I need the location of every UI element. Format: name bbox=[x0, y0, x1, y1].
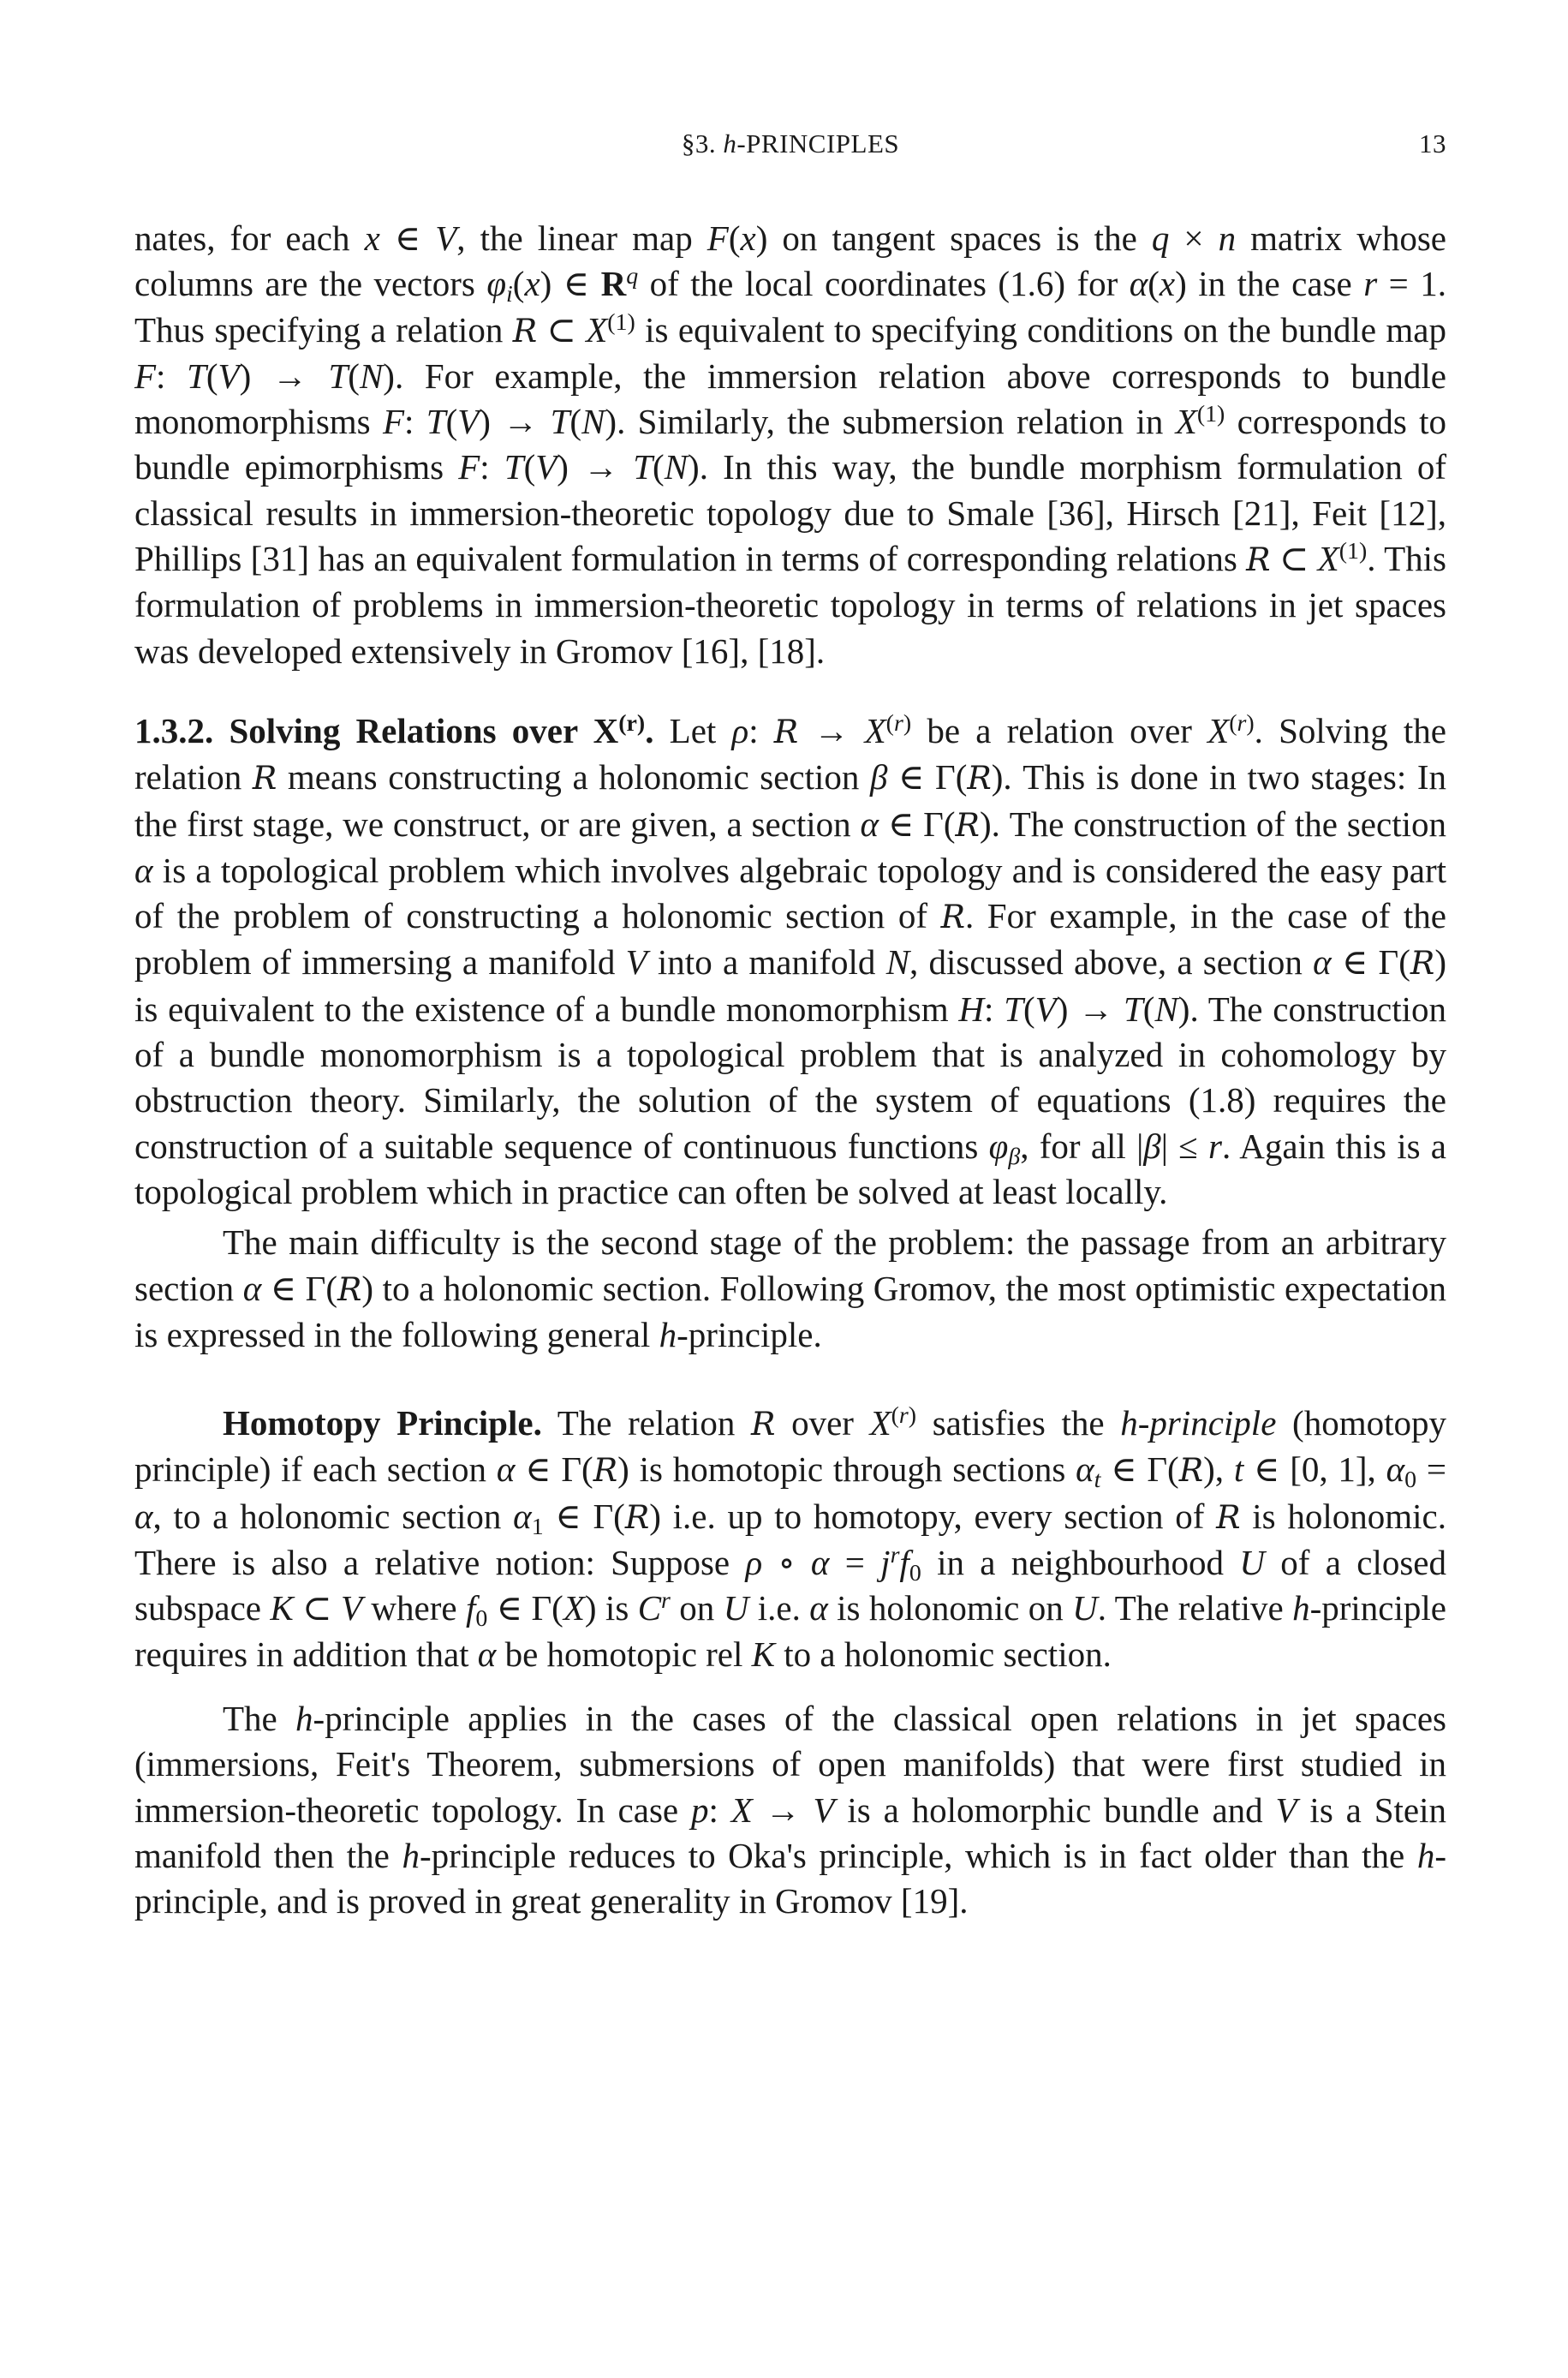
paragraph-main-difficulty: The main difficulty is the second stage of the problem: the passage from an arbitrary section α ∈ Γ(R) to a holonomic section. Following Gromov, the most optimistic expectation is expressed in the following general h-principle. bbox=[134, 1222, 1446, 1354]
running-head-title: §3. h-PRINCIPLES bbox=[681, 128, 900, 158]
paragraph-solving-relations: 1.3.2. Solving Relations over $X^{(r)}$. Let ρ: $R \to X^{(r)}$ be a relation over $X^{(r)}$. Solving the relation R means constructing a holonomic section β ∈ Γ(R). This is done in two stages: In the first stage, we construct, or are given, a section α ∈ Γ(R). The construction of the section α is a topological problem which involves algebraic topology and is considered the easy part of the problem of constructing a holonomic section of R. For example, in the case of the problem of immersing a manifold V into a manifold N, discussed above, a section α ∈ Γ(R) is equivalent to the existence of a bundle monomorphism H: T(V) → T(N). The construction of a bundle monomorphism is a topological problem that is analyzed in cohomology by obstruction theory. Similarly, the solution of the system of equations (1.8) requires the construction of a suitable sequence of continuous functions $\varphi_\beta$, for all |β| ≤ r. Again this is a topological problem which in practice can often be solved at least locally. bbox=[134, 710, 1447, 1211]
book-page bbox=[134, 128, 1446, 1924]
body-text bbox=[134, 216, 1446, 1924]
paragraph-h-principle-applies: The h-principle applies in the cases of the classical open relations in jet spaces (immersions, Feit's Theorem, submersions of open manifolds) that were first studied in immersion-theoretic topology. In case p: X → V is a holomorphic bundle and V is a Stein manifold then the h-principle reduces to Oka's principle, which is in fact older than the h-principle, and is proved in great generality in Gromov [19]. bbox=[134, 1698, 1446, 1921]
running-head bbox=[134, 128, 1446, 171]
section-heading-1-3-2: 1.3.2. Solving Relations over $X^{(r)}$. bbox=[134, 710, 654, 750]
page-number: 13 bbox=[1419, 128, 1446, 158]
definition-heading-homotopy-principle: Homotopy Principle. bbox=[223, 1403, 542, 1443]
paragraph-continuation: nates, for each x ∈ V, the linear map F(x) on tangent spaces is the q × n matrix whose columns are the vectors $\varphi_i(x)$ ∈ $R^q$ of the local coordinates (1.6) for α(x) in the case r = 1. Thus specifying a relation R ⊂ $X^{(1)}$ is equivalent to specifying conditions on the bundle map F: T(V) → T(N). For example, the immersion relation above corresponds to bundle monomorphisms F: T(V) → T(N). Similarly, the submersion relation in $X^{(1)}$ corresponds to bundle epimorphisms F: T(V) → T(N). In this way, the bundle morphism formulation of classical results in immersion-theoretic topology due to Smale [36], Hirsch [21], Feit [12], Phillips [31] has an equivalent formulation in terms of corresponding relations R ⊂ $X^{(1)}$. This formulation of problems in immersion-theoretic topology in terms of relations in jet spaces was developed extensively in Gromov [16], [18]. bbox=[134, 218, 1447, 671]
paragraph-homotopy-principle: Homotopy Principle. The relation R over $X^{(r)}$ satisfies the h-principle (homotopy principle) if each section α ∈ Γ(R) is homotopic through sections $\alpha_t$ ∈ Γ(R), t ∈ [0, 1], $\alpha_0 = \alpha$, to a holonomic section $\alpha_1$ ∈ Γ(R) i.e. up to homotopy, every section of R is holonomic. There is also a relative notion: Suppose ρ ∘ $\alpha = j^rf_0$ in a neighbourhood U of a closed subspace K ⊂ V where $f_0$ ∈ Γ(X) is $C^r$ on U i.e. α is holonomic on U. The relative h-principle requires in addition that α be homotopic rel K to a holonomic section. bbox=[134, 1402, 1447, 1674]
